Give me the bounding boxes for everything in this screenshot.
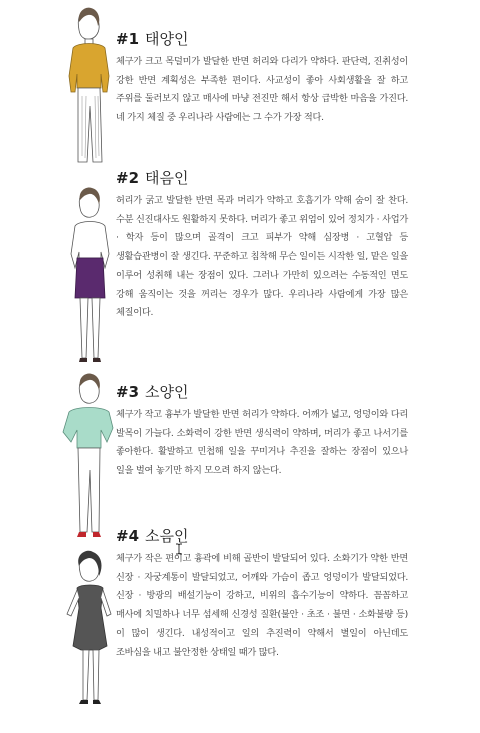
entry-2-name: 태음인 — [145, 169, 189, 187]
entry-3-name: 소양인 — [145, 383, 189, 401]
entry-3-text — [116, 383, 408, 481]
woman-gray-dress-icon — [55, 550, 125, 710]
entry-4-text — [116, 527, 408, 662]
text-cursor-icon — [175, 543, 183, 555]
entry-2-body: 허리가 굵고 발달한 반면 목과 머리가 약하고 호흡기가 약해 숨이 잘 찬다. 수분 신진대사도 원활하지 못하다. 머리가 좋고 위엄이 있어 정치가 · 사업가 · 학자 등이 많으며 골격이 크고 피부가 약해 심장병 · 고혈압 등 생활습관병이 잘 생긴다. 꾸준하고 침착해 무슨 일이든 시작한 일, 맡은 일을 이루어 성취해 내는 장점이 있다. 그러나 가만히 있으려는 수동적인 면도 강해 움직이는 것을 꺼리는 경우가 많다. 우리나라 사람에게 가장 많은 체질이다. — [116, 195, 408, 319]
entry-4-number: #4 — [116, 527, 140, 545]
woman-yellow-sweater-icon — [55, 6, 125, 166]
entry-1-name: 태양인 — [145, 30, 189, 48]
entry-2-number: #2 — [116, 169, 140, 187]
woman-mint-top-icon — [55, 372, 125, 542]
entry-4-title — [116, 527, 408, 545]
entry-4-name: 소음인 — [145, 527, 189, 545]
entry-2-text — [116, 169, 408, 323]
entry-4-body: 체구가 작은 편이고 흉곽에 비해 골반이 발달되어 있다. 소화기가 약한 반면 신장 · 자궁계통이 발달되었고, 어깨와 가슴이 좁고 엉덩이가 발달되었다. 신장 · 방광의 배설기능이 강하고, 비위의 흡수기능이 약하다. 꼼꼼하고 매사에 치밀하나 너무 섬세해 신경성 질환(불안 · 초조 · 불면 · 소화불량 등)이 많이 생긴다. 내성적이고 일의 추진력이 약해서 별일이 아닌데도 조바심을 내고 불안정한 상태일 때가 많다. — [116, 553, 408, 658]
entry-1-number: #1 — [116, 30, 140, 48]
entry-1-title — [116, 30, 408, 48]
entry-3-number: #3 — [116, 383, 140, 401]
entry-3-title — [116, 383, 408, 401]
entry-1-text — [116, 30, 408, 128]
woman-purple-skirt-icon — [55, 186, 125, 366]
entry-1-body: 체구가 크고 목덜미가 발달한 반면 허리와 다리가 약하다. 판단력, 진취성이 강한 반면 계획성은 부족한 편이다. 사교성이 좋아 사회생활을 잘 하고 주위를 둘러보지 않고 매사에 마냥 전진만 해서 항상 급박한 마음을 가진다. 네 가지 체질 중 우리나라 사람에는 그 수가 가장 적다. — [116, 56, 408, 124]
entry-3-body: 체구가 작고 흉부가 발달한 반면 허리가 약하다. 어깨가 넓고, 엉덩이와 다리 발목이 가늘다. 소화력이 강한 반면 생식력이 약하며, 머리가 좋고 나서기를 좋아한다. 활발하고 민첩해 일을 꾸미거나 추진을 잘하는 장점이 있으나 일을 벌여 놓기만 하지 모으려 하지 않는다. — [116, 409, 408, 477]
entry-2-title — [116, 169, 408, 187]
